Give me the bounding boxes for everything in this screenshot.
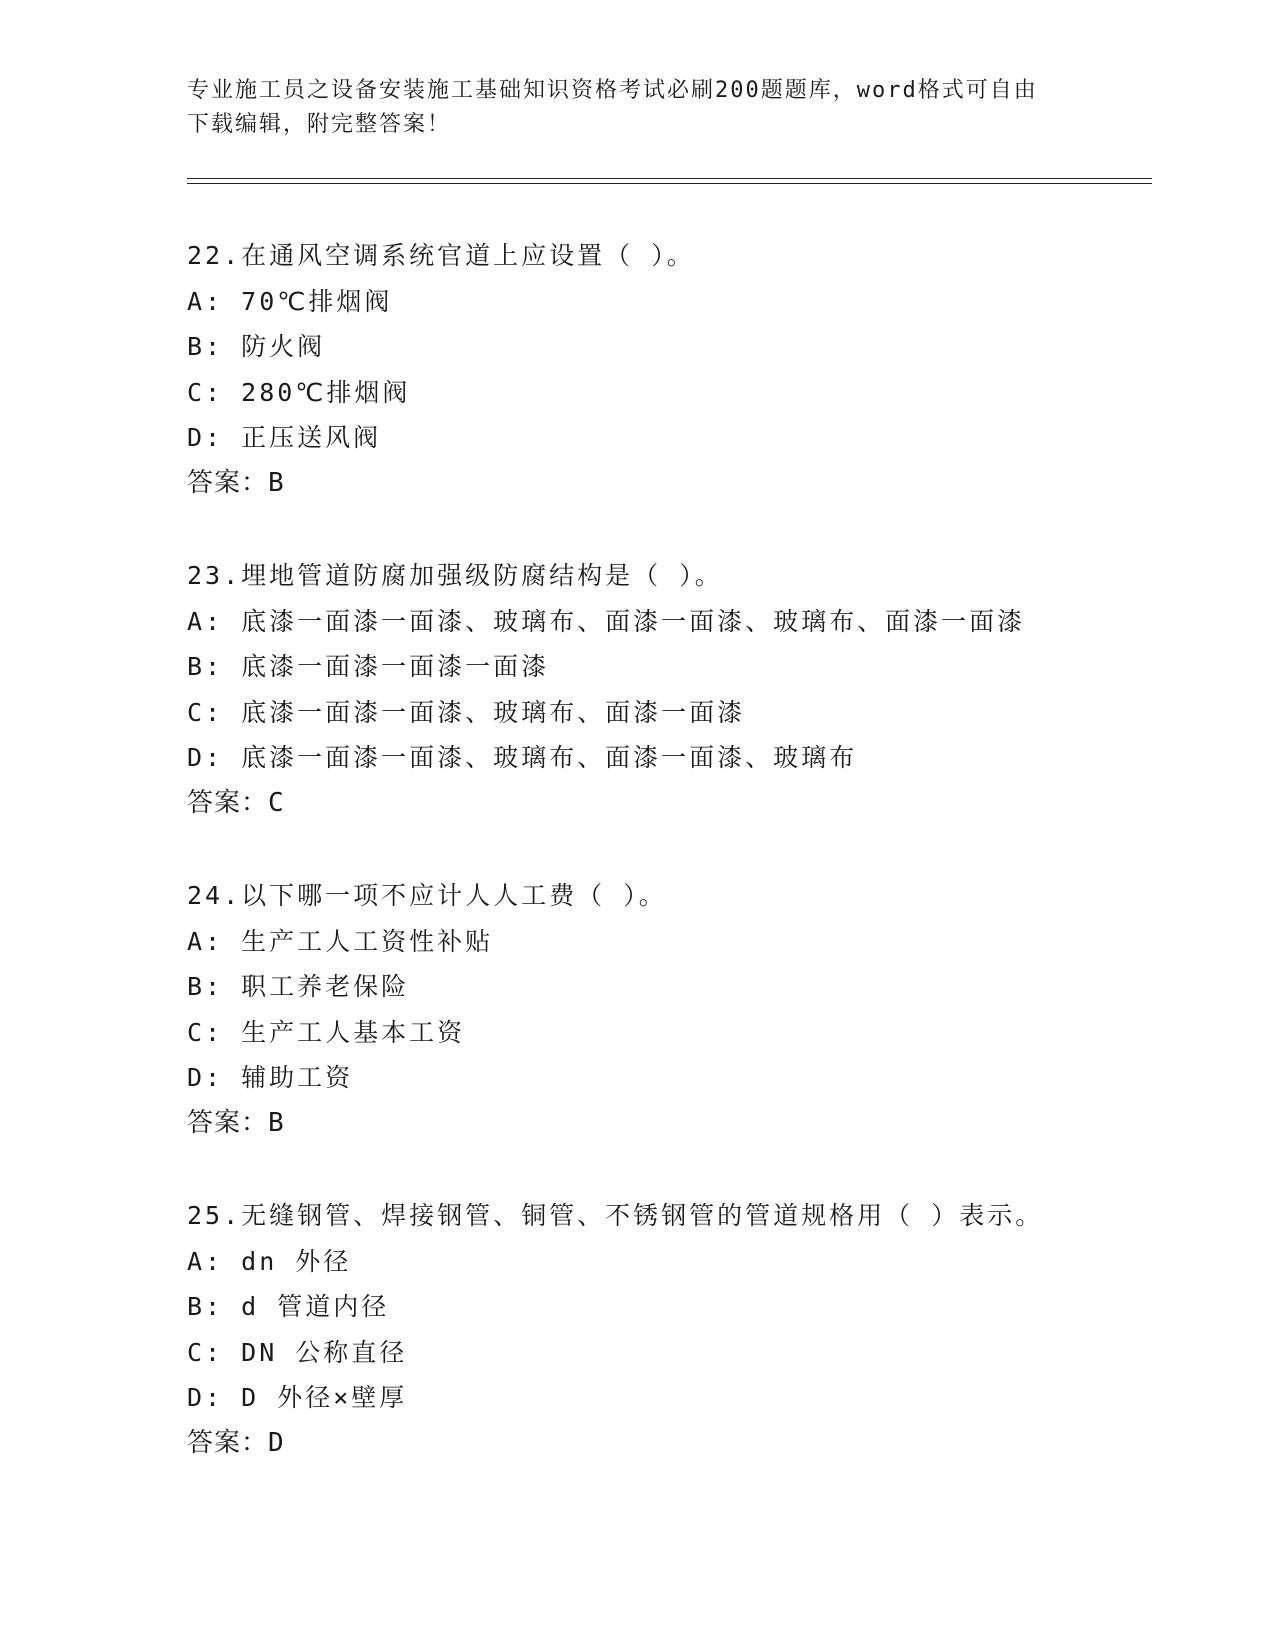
option-a: A: 生产工人工资性补贴 [187, 926, 494, 956]
option-b: B: d 管道内径 [187, 1292, 390, 1321]
question-stem: 25.无缝钢管、焊接钢管、铜管、不锈钢管的管道规格用（ ）表示。 [187, 1201, 1044, 1230]
answer-line [187, 781, 1187, 827]
option-d: D: 正压送风阀 [187, 423, 382, 452]
question-block [187, 553, 1187, 826]
answer-label: 答案： [187, 787, 269, 818]
option-d: D: 底漆一面漆一面漆、玻璃布、面漆一面漆、玻璃布 [187, 743, 858, 772]
option-a: A: 底漆一面漆一面漆、玻璃布、面漆一面漆、玻璃布、面漆一面漆 [187, 606, 1026, 636]
answer-label: 答案： [187, 1107, 269, 1138]
question-block [187, 233, 1187, 506]
option-b: B: 底漆一面漆一面漆一面漆 [187, 652, 550, 681]
option-a: A: dn 外径 [187, 1246, 352, 1276]
document-header [187, 74, 1087, 142]
header-line-1: 专业施工员之设备安装施工基础知识资格考试必刷200题题库，word格式可自由 [187, 78, 1038, 103]
option-c: C: 280℃排烟阀 [187, 377, 411, 407]
option-c: C: DN 公称直径 [187, 1337, 408, 1367]
option-b: B: 防火阀 [187, 332, 326, 361]
answer-line [187, 1421, 1187, 1467]
option-c: C: 生产工人基本工资 [187, 1017, 466, 1047]
header-divider-top [187, 178, 1152, 179]
option-b: B: 职工养老保险 [187, 972, 410, 1001]
option-a: A: 70℃排烟阀 [187, 286, 393, 316]
answer-label: 答案： [187, 1427, 269, 1458]
answer-line [187, 1101, 1187, 1147]
header-line-2: 下载编辑，附完整答案！ [187, 112, 452, 137]
question-stem: 23.埋地管道防腐加强级防腐结构是（ ）。 [187, 561, 723, 590]
question-block [187, 1193, 1187, 1466]
answer-value: B [268, 467, 285, 498]
question-stem: 22.在通风空调系统官道上应设置（ ）。 [187, 241, 695, 270]
answer-value: B [268, 1107, 285, 1138]
option-d: D: 辅助工资 [187, 1063, 354, 1092]
answer-line [187, 461, 1187, 507]
header-divider-bottom [187, 183, 1152, 184]
question-block [187, 873, 1187, 1146]
option-d: D: D 外径×壁厚 [187, 1383, 408, 1412]
answer-value: D [268, 1427, 285, 1458]
answer-value: C [268, 787, 285, 818]
option-c: C: 底漆一面漆一面漆、玻璃布、面漆一面漆 [187, 697, 746, 727]
question-stem: 24.以下哪一项不应计人人工费（ ）。 [187, 881, 667, 910]
answer-label: 答案： [187, 467, 269, 498]
